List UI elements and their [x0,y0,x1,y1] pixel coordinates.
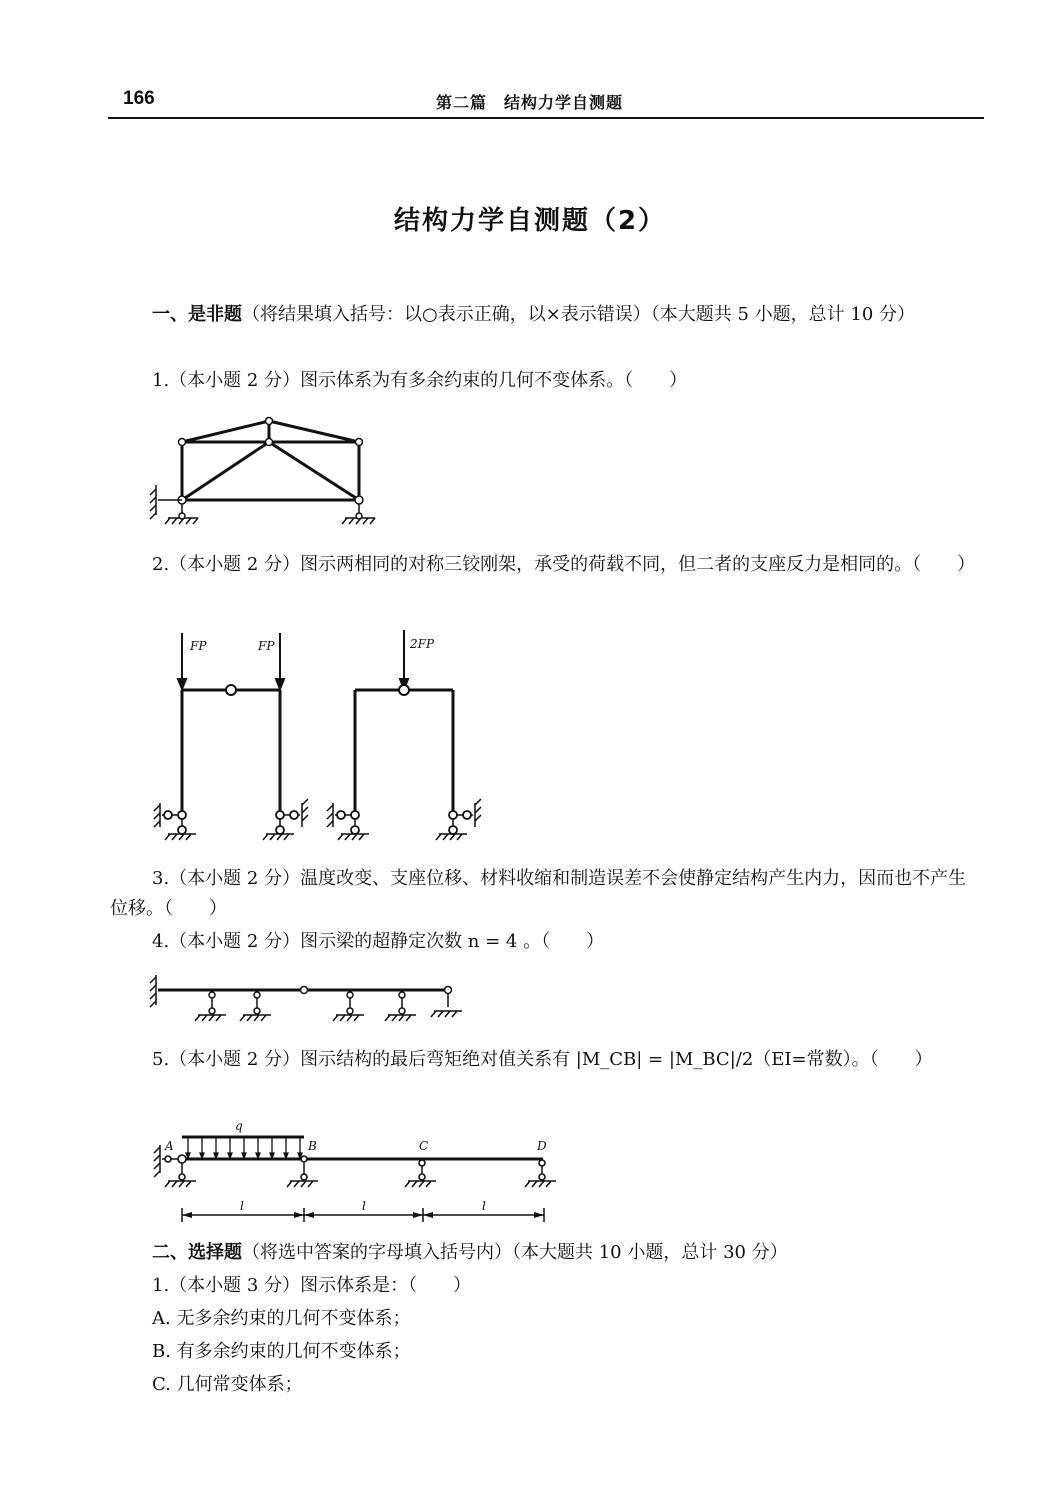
option-b: B. 有多余约束的几何不变体系； [152,1341,411,1362]
point-label-d: D [537,1139,547,1153]
section2-heading [152,1238,788,1268]
figure-truss [140,405,400,535]
load-label-right: FP [258,639,275,653]
point-label-a: A [165,1139,174,1153]
option-a: A. 无多余约束的几何不变体系； [152,1308,411,1329]
page-title: 结构力学自测题（2） [393,206,667,236]
figure-frames [140,625,500,850]
section1-heading [110,300,984,330]
figure-beam [140,965,480,1030]
question-1-4: 4.（本小题 2 分）图示梁的超静定次数 n = 4 。（ ） [152,931,605,952]
span-label-1: l [240,1199,244,1213]
question-1-3: 3.（本小题 2 分）温度改变、支座位移、材料收缩和制造误差不会使静定结构产生内力，因而也不产生位移。（ ） [110,868,967,919]
section1-title: 一、是非题 [152,304,242,325]
point-label-b: B [308,1139,317,1153]
figure-continuous-beam [140,1115,570,1230]
header-rule [108,117,984,119]
load-label-q: q [235,1119,243,1133]
section2-instruction: （将选中答案的字母填入括号内）（本大题共 10 小题，总计 30 分） [242,1242,788,1263]
question-1-5: 5.（本小题 2 分）图示结构的最后弯矩绝对值关系有 |M_CB| = |M_BC|/2（EI=常数）。（ ） [152,1049,933,1070]
span-label-2: l [362,1199,366,1213]
running-header: 第二篇 结构力学自测题 [436,93,624,112]
section2-title: 二、选择题 [152,1242,242,1263]
span-label-3: l [482,1199,486,1213]
load-label-left: FP [190,639,207,653]
question-1-1: 1.（本小题 2 分）图示体系为有多余约束的几何不变体系。（ ） [152,370,688,391]
option-c: C. 几何常变体系； [152,1374,303,1395]
question-2-1: 1.（本小题 3 分）图示体系是：（ ） [152,1275,472,1296]
section1-instruction: （将结果填入括号：以○表示正确，以×表示错误）（本大题共 5 小题，总计 10 分） [242,304,916,325]
load-label-single: 2FP [410,637,435,651]
page-number: 166 [123,88,155,109]
point-label-c: C [419,1139,429,1153]
question-1-2: 2.（本小题 2 分）图示两相同的对称三铰刚架，承受的荷载不同，但二者的支座反力是相同的。（ ） [152,554,976,575]
